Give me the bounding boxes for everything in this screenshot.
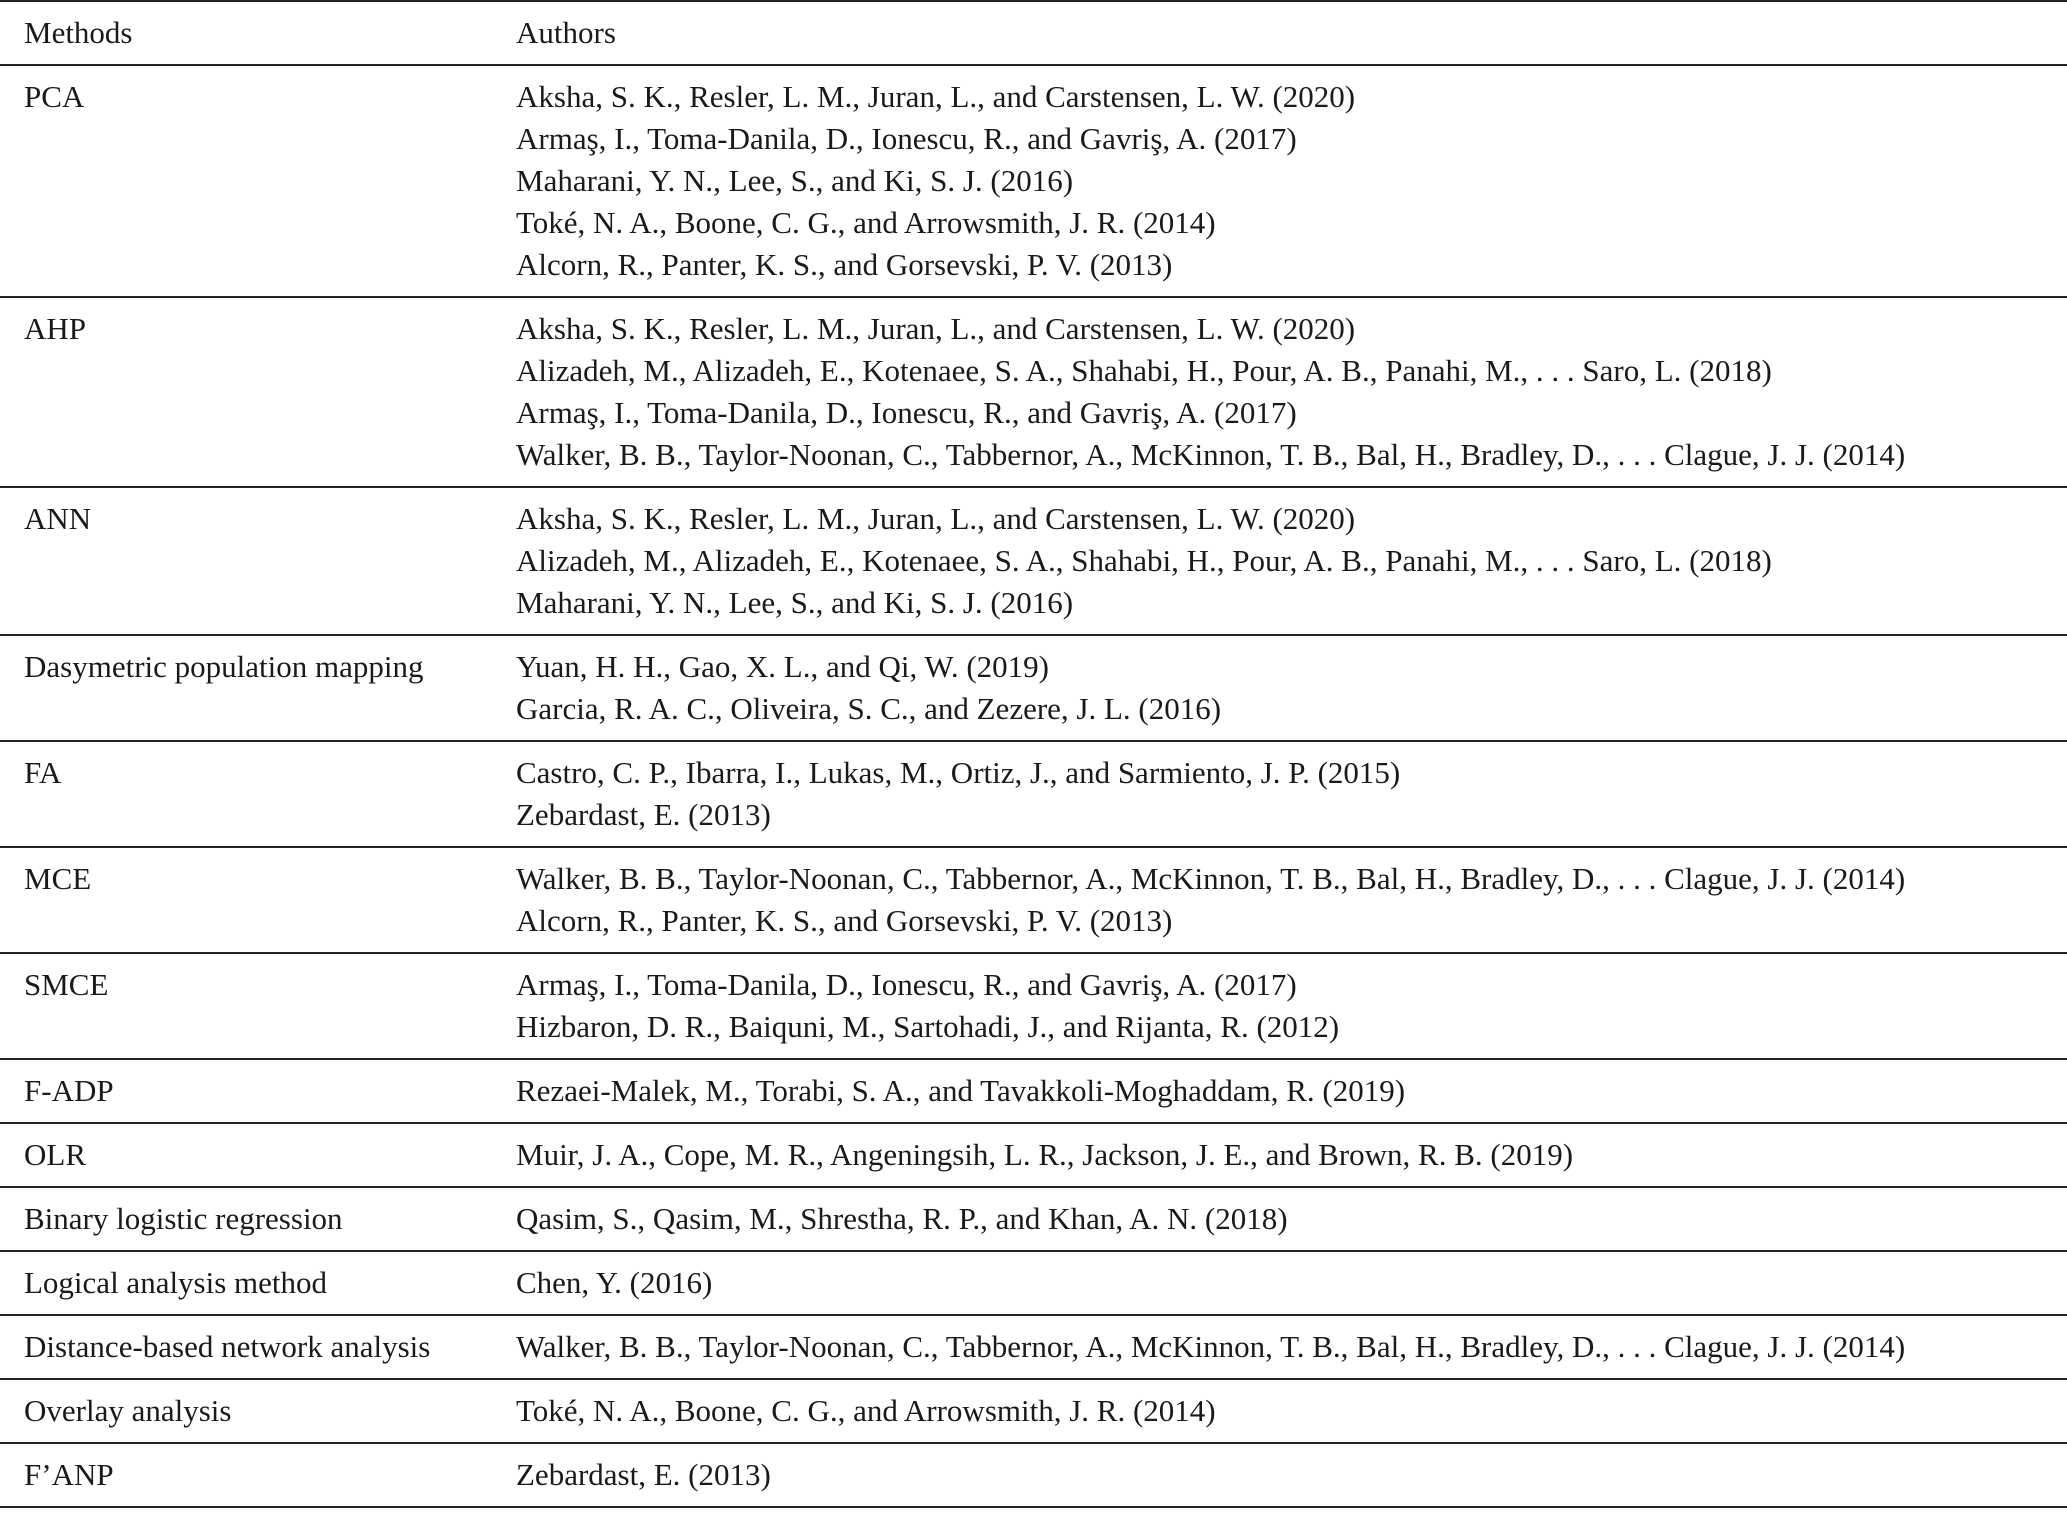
- author-citation: Rezaei-Malek, M., Torabi, S. A., and Tavakkoli-Moghaddam, R. (2019): [516, 1073, 1406, 1108]
- authors-cell: [516, 1380, 2067, 1442]
- authors-cell: [516, 488, 2067, 634]
- authors-cell: [516, 1188, 2067, 1250]
- table-row: [0, 1250, 2067, 1314]
- method-cell: AHP: [24, 311, 87, 346]
- author-citation: Zebardast, E. (2013): [516, 797, 771, 832]
- authors-cell: [516, 636, 2067, 740]
- table-row: [0, 952, 2067, 1058]
- table-header-row: [0, 0, 2067, 64]
- table-row: [0, 846, 2067, 952]
- method-cell: F-ADP: [24, 1073, 114, 1108]
- author-citation: Alizadeh, M., Alizadeh, E., Kotenaee, S. A., Shahabi, H., Pour, A. B., Panahi, M., . . . Saro, L. (2018): [516, 543, 1772, 578]
- method-cell: Distance-based network analysis: [24, 1329, 431, 1364]
- author-citation: Walker, B. B., Taylor-Noonan, C., Tabbernor, A., McKinnon, T. B., Bal, H., Bradley, D., . . . Clague, J. J. (2014): [516, 1329, 1906, 1364]
- author-citation: Armaş, I., Toma-Danila, D., Ionescu, R., and Gavriş, A. (2017): [516, 967, 1297, 1002]
- author-citation: Alcorn, R., Panter, K. S., and Gorsevski, P. V. (2013): [516, 247, 1173, 282]
- author-citation: Hizbaron, D. R., Baiquni, M., Sartohadi, J., and Rijanta, R. (2012): [516, 1009, 1340, 1044]
- table-row: [0, 1378, 2067, 1442]
- authors-cell: [516, 954, 2067, 1058]
- author-citation: Chen, Y. (2016): [516, 1265, 713, 1300]
- author-citation: Castro, C. P., Ibarra, I., Lukas, M., Ortiz, J., and Sarmiento, J. P. (2015): [516, 755, 1401, 790]
- table-row: [0, 486, 2067, 634]
- authors-cell: [516, 66, 2067, 296]
- author-citation: Yuan, H. H., Gao, X. L., and Qi, W. (2019): [516, 649, 1049, 684]
- author-citation: Aksha, S. K., Resler, L. M., Juran, L., and Carstensen, L. W. (2020): [516, 501, 1356, 536]
- header-authors: Authors: [516, 15, 616, 50]
- method-cell: ANN: [24, 501, 92, 536]
- table-row: [0, 1442, 2067, 1508]
- method-cell: OLR: [24, 1137, 86, 1172]
- method-cell: Overlay analysis: [24, 1393, 232, 1428]
- authors-cell: [516, 1124, 2067, 1186]
- author-citation: Maharani, Y. N., Lee, S., and Ki, S. J. (2016): [516, 163, 1074, 198]
- table-row: [0, 740, 2067, 846]
- author-citation: Alizadeh, M., Alizadeh, E., Kotenaee, S. A., Shahabi, H., Pour, A. B., Panahi, M., . . . Saro, L. (2018): [516, 353, 1772, 388]
- method-cell: PCA: [24, 79, 85, 114]
- table-row: [0, 296, 2067, 486]
- authors-cell: [516, 1444, 2067, 1506]
- authors-cell: [516, 298, 2067, 486]
- author-citation: Alcorn, R., Panter, K. S., and Gorsevski, P. V. (2013): [516, 903, 1173, 938]
- author-citation: Garcia, R. A. C., Oliveira, S. C., and Zezere, J. L. (2016): [516, 691, 1222, 726]
- table-body: [0, 64, 2067, 1508]
- method-cell: FA: [24, 755, 62, 790]
- author-citation: Zebardast, E. (2013): [516, 1457, 771, 1492]
- author-citation: Qasim, S., Qasim, M., Shrestha, R. P., and Khan, A. N. (2018): [516, 1201, 1288, 1236]
- method-cell: SMCE: [24, 967, 109, 1002]
- author-citation: Muir, J. A., Cope, M. R., Angeningsih, L. R., Jackson, J. E., and Brown, R. B. (2019): [516, 1137, 1574, 1172]
- authors-cell: [516, 848, 2067, 952]
- author-citation: Armaş, I., Toma-Danila, D., Ionescu, R., and Gavriş, A. (2017): [516, 395, 1297, 430]
- authors-cell: [516, 1252, 2067, 1314]
- authors-cell: [516, 742, 2067, 846]
- method-cell: F’ANP: [24, 1457, 114, 1492]
- author-citation: Toké, N. A., Boone, C. G., and Arrowsmith, J. R. (2014): [516, 205, 1216, 240]
- header-methods: Methods: [24, 15, 133, 50]
- author-citation: Armaş, I., Toma-Danila, D., Ionescu, R., and Gavriş, A. (2017): [516, 121, 1297, 156]
- method-cell: Dasymetric population mapping: [24, 649, 424, 684]
- method-cell: Binary logistic regression: [24, 1201, 343, 1236]
- authors-cell: [516, 1060, 2067, 1122]
- author-citation: Walker, B. B., Taylor-Noonan, C., Tabbernor, A., McKinnon, T. B., Bal, H., Bradley, D., . . . Clague, J. J. (2014): [516, 437, 1906, 472]
- table-row: [0, 634, 2067, 740]
- author-citation: Aksha, S. K., Resler, L. M., Juran, L., and Carstensen, L. W. (2020): [516, 311, 1356, 346]
- method-cell: Logical analysis method: [24, 1265, 328, 1300]
- table-row: [0, 1122, 2067, 1186]
- author-citation: Maharani, Y. N., Lee, S., and Ki, S. J. (2016): [516, 585, 1074, 620]
- table-row: [0, 64, 2067, 296]
- authors-cell: [516, 1316, 2067, 1378]
- author-citation: Aksha, S. K., Resler, L. M., Juran, L., and Carstensen, L. W. (2020): [516, 79, 1356, 114]
- method-cell: MCE: [24, 861, 92, 896]
- author-citation: Toké, N. A., Boone, C. G., and Arrowsmith, J. R. (2014): [516, 1393, 1216, 1428]
- table-row: [0, 1314, 2067, 1378]
- table-row: [0, 1058, 2067, 1122]
- table-row: [0, 1186, 2067, 1250]
- author-citation: Walker, B. B., Taylor-Noonan, C., Tabbernor, A., McKinnon, T. B., Bal, H., Bradley, D., . . . Clague, J. J. (2014): [516, 861, 1906, 896]
